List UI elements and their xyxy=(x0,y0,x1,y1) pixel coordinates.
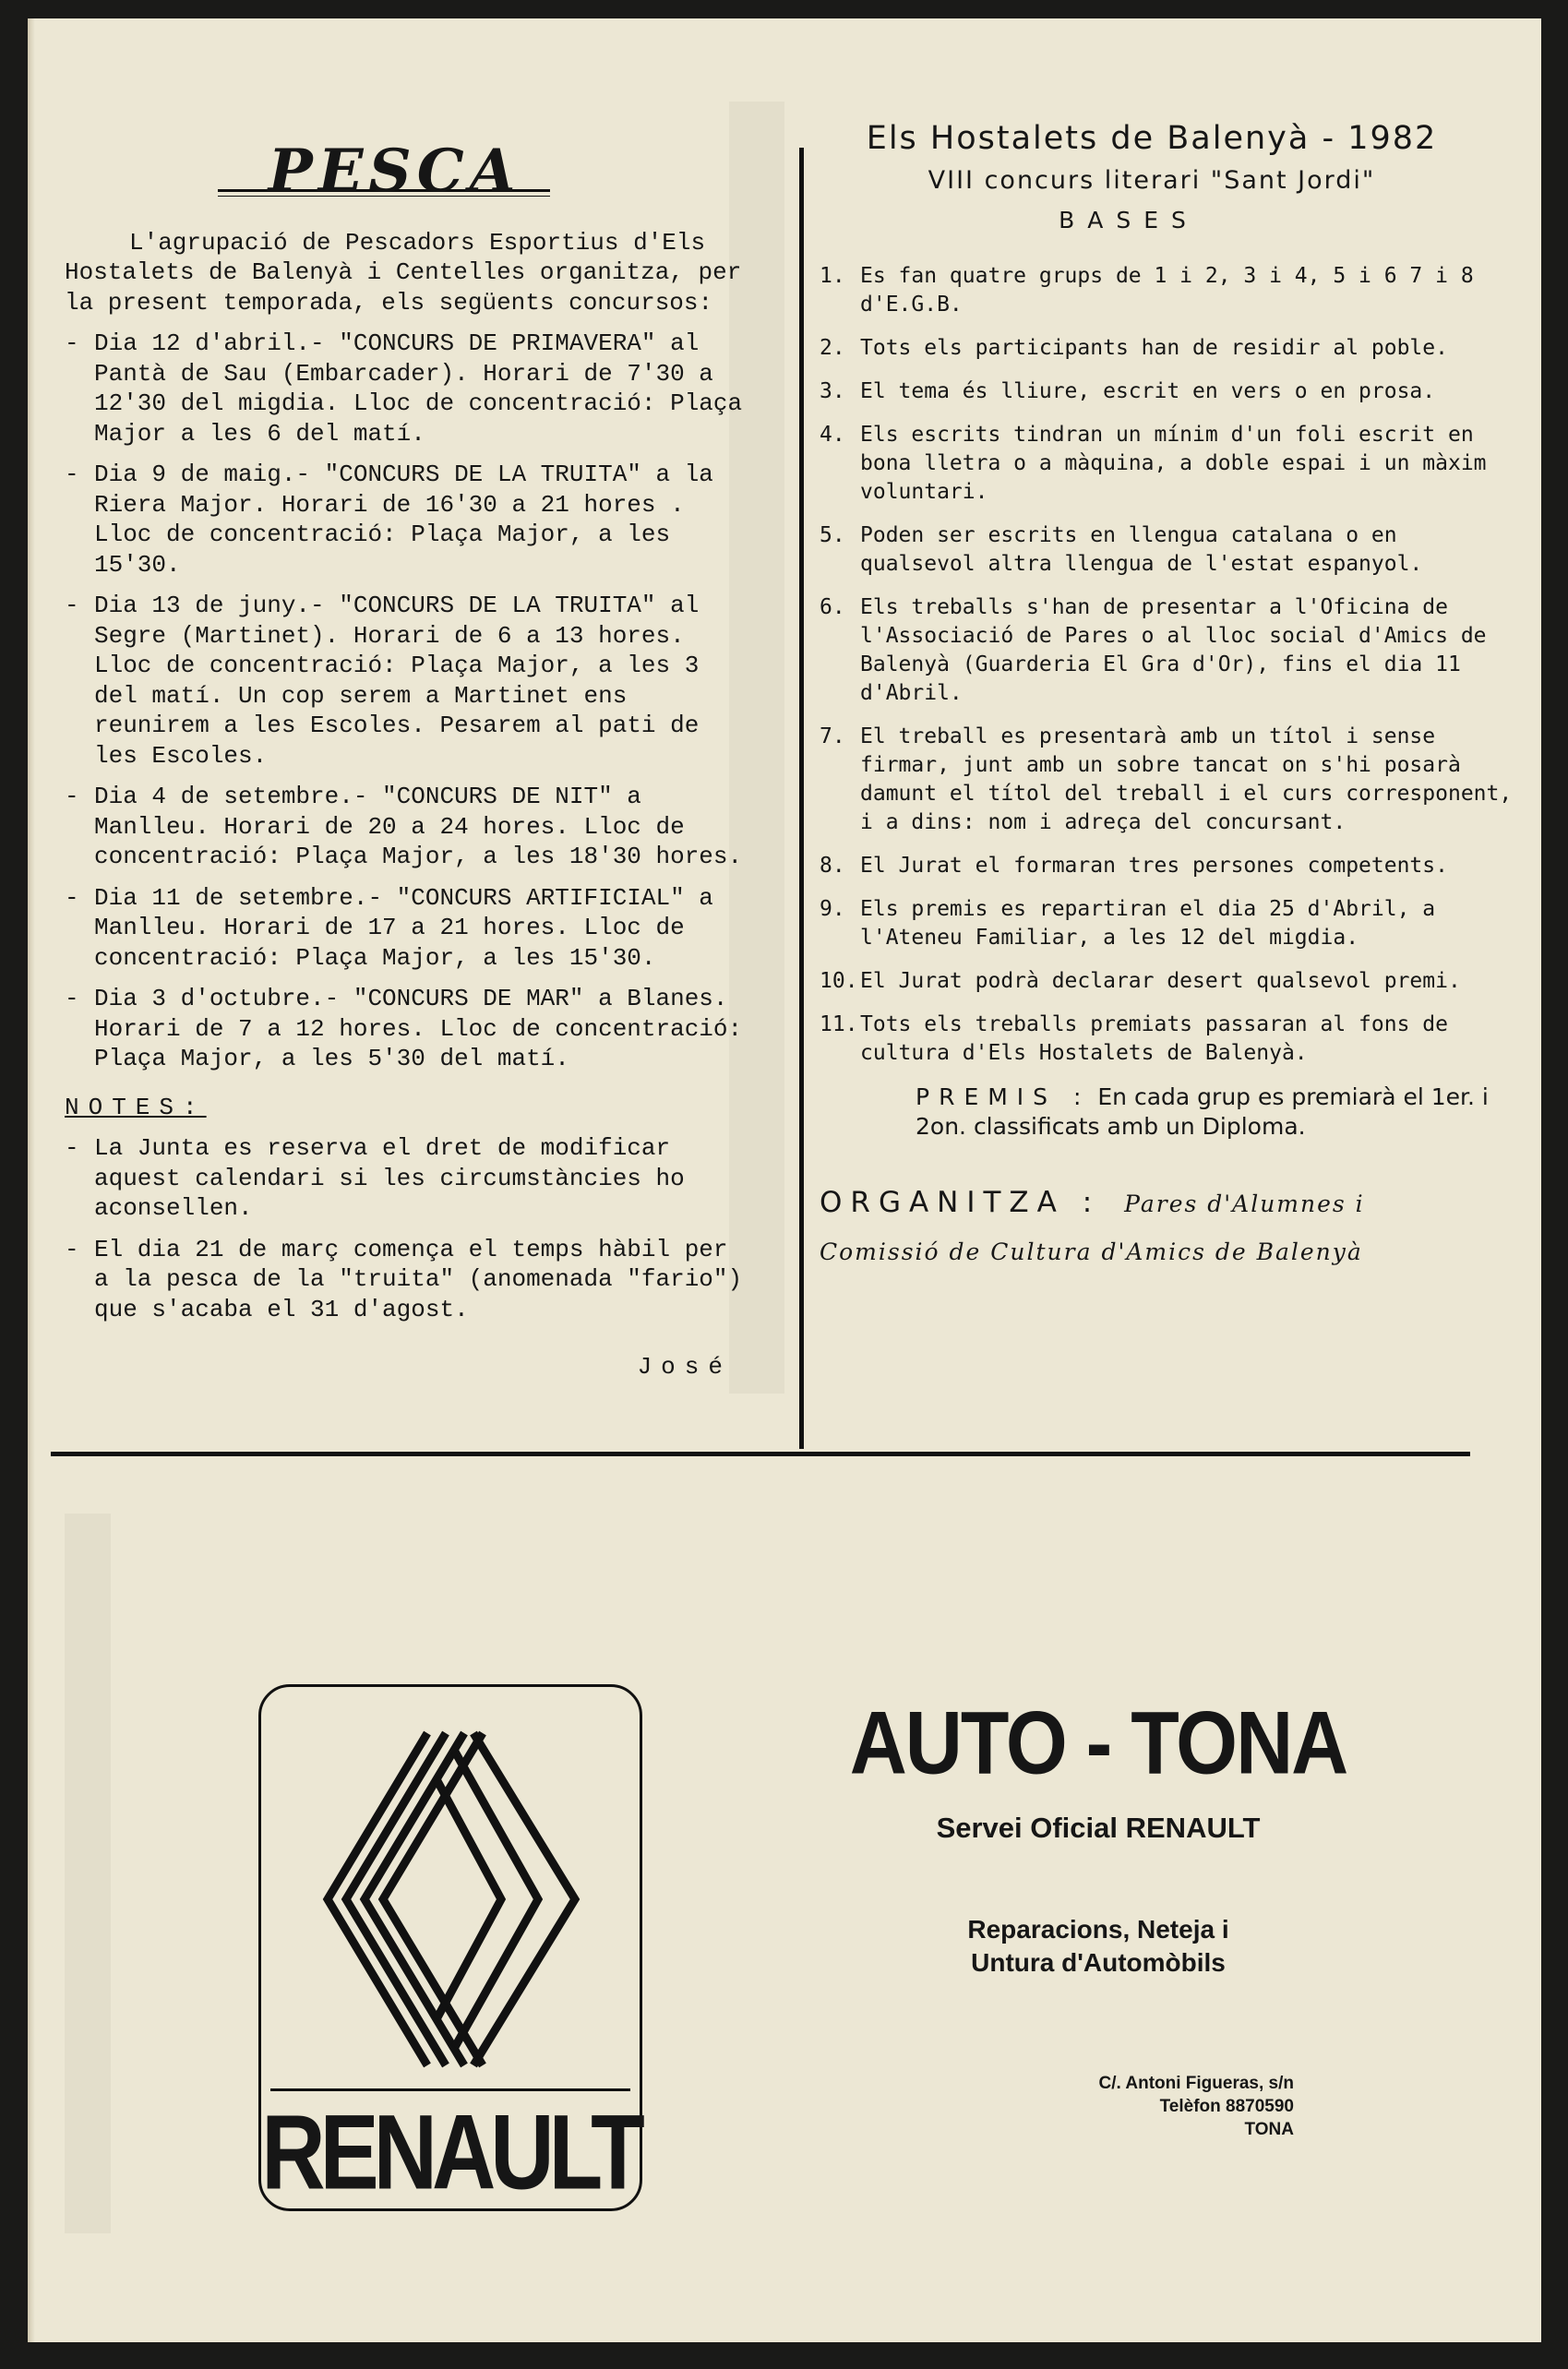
ad-address: C/. Antoni Figueras, s/n Telèfon 8870590 TONA xyxy=(1098,2074,1294,2139)
base-item: 3. El tema és lliure, escrit en vers o en prosa. xyxy=(820,379,1436,403)
auto-tona-ad xyxy=(840,1693,1357,2141)
event-item: - Dia 9 de maig.- "CONCURS DE LA TRUITA" a la Riera Major. Horari de 16'30 a 21 hores . Lloc de concentració: Plaça Major, a les 15'30. xyxy=(65,461,713,579)
note-item: - La Junta es reserva el dret de modificar aquest calendari si les circumstàncies ho aconsellen. xyxy=(65,1134,685,1222)
ad-services: Reparacions, Neteja i Untura d'Automòbils xyxy=(967,1915,1229,1977)
premis-block xyxy=(916,1083,1521,1142)
premis-text: En cada grup es premiarà el 1er. i 2on. classificats amb un Diploma. xyxy=(916,1083,1489,1140)
newspaper-page xyxy=(28,18,1541,2342)
ad-subtitle: Servei Oficial RENAULT xyxy=(936,1812,1261,1844)
base-item: 9. Els premis es repartiran el dia 25 d'Abril, a l'Ateneu Familiar, a les 12 del migdia. xyxy=(820,897,1436,950)
bleed-through-shadow xyxy=(65,1514,111,2233)
organitza-block xyxy=(820,1179,1521,1276)
column-divider xyxy=(799,148,804,1449)
event-item: - Dia 11 de setembre.- "CONCURS ARTIFICIAL" a Manlleu. Horari de 17 a 21 hores. Lloc de concentració: Plaça Major, a les 15'30. xyxy=(65,883,713,972)
event-item: - Dia 4 de setembre.- "CONCURS DE NIT" a Manlleu. Horari de 20 a 24 hores. Lloc de concentració: Plaça Major, a les 18'30 hores. xyxy=(65,783,743,870)
base-item: 7. El treball es presentarà amb un títol i sense firmar, junt amb un sobre tancat on s'hi posarà damunt el títol del treball i el curs corresponent, i a dins: nom i adreça del concursant. xyxy=(820,724,1513,834)
note-item: - El dia 21 de març comença el temps hàbil per a la pesca de la "truita" (anomenada "fario") que s'acaba el 31 d'agost. xyxy=(65,1235,743,1323)
base-item: 8. El Jurat el formaran tres persones competents. xyxy=(820,854,1448,878)
premis-label: PREMIS : xyxy=(916,1083,1091,1110)
header-title: Els Hostalets de Balenyà - 1982 xyxy=(866,120,1438,157)
base-item: 1. Es fan quatre grups de 1 i 2, 3 i 4, 5 i 6 7 i 8 d'E.G.B. xyxy=(820,264,1474,317)
logo-divider xyxy=(270,2088,630,2091)
base-item: 5. Poden ser escrits en llengua catalana o en qualsevol altra llengua de l'estat espanyol. xyxy=(820,523,1423,576)
pesca-article xyxy=(65,137,752,1382)
notes-label: NOTES: xyxy=(65,1093,207,1121)
organitza-label: ORGANITZA : xyxy=(820,1186,1101,1219)
page-edge xyxy=(28,18,35,2342)
section-divider xyxy=(51,1452,1470,1456)
base-item: 10. El Jurat podrà declarar desert qualsevol premi. xyxy=(820,969,1461,993)
organitza-text: Comissió de Cultura d'Amics de Balenyà xyxy=(820,1238,1363,1265)
organitza-text: Pares d'Alumnes i xyxy=(1124,1190,1365,1217)
base-item: 11. Tots els treballs premiats passaran al fons de cultura d'Els Hostalets de Balenyà. xyxy=(820,1012,1448,1065)
base-item: 4. Els escrits tindran un mínim d'un foli escrit en bona lletra o a màquina, a doble espai i un màxim voluntari. xyxy=(820,423,1487,504)
event-item: - Dia 3 d'octubre.- "CONCURS DE MAR" a Blanes. Horari de 7 a 12 hores. Lloc de concentració: Plaça Major, a les 5'30 del matí. xyxy=(65,985,743,1072)
bases-heading: BASES xyxy=(1059,207,1199,233)
signature: José xyxy=(637,1353,732,1381)
header-subtitle: VIII concurs literari "Sant Jordi" xyxy=(928,166,1376,195)
concurs-literari-article xyxy=(820,120,1521,1276)
renault-logo xyxy=(258,1684,642,2211)
article-intro: L'agrupació de Pescadors Esportius d'Els Hostalets de Balenyà i Centelles organitza, per la present temporada, els següents concursos: xyxy=(65,228,742,317)
logo-wordmark: RENAULT xyxy=(261,2093,640,2212)
event-item: - Dia 12 d'abril.- "CONCURS DE PRIMAVERA" al Pantà de Sau (Embarcader). Horari de 7'30 a 12'30 del migdia. Lloc de concentració: Plaça Major a les 6 del matí. xyxy=(65,329,743,448)
renault-diamond-icon xyxy=(289,1724,612,2075)
base-item: 2. Tots els participants han de residir al poble. xyxy=(820,336,1448,360)
article-title: PESCA xyxy=(268,137,521,206)
event-item: - Dia 13 de juny.- "CONCURS DE LA TRUITA" al Segre (Martinet). Horari de 6 a 13 hores. Lloc de concentració: Plaça Major, a les 3 del matí. Un cop serem a Martinet ens reunirem a les Escoles. Pesarem al pati de les Escoles. xyxy=(65,592,700,770)
base-item: 6. Els treballs s'han de presentar a l'Oficina de l'Associació de Pares o al lloc social d'Amics de Balenyà (Guarderia El Gra d'Or), fins el dia 11 d'Abril. xyxy=(820,595,1487,705)
ad-title: AUTO - TONA xyxy=(849,1693,1347,1793)
